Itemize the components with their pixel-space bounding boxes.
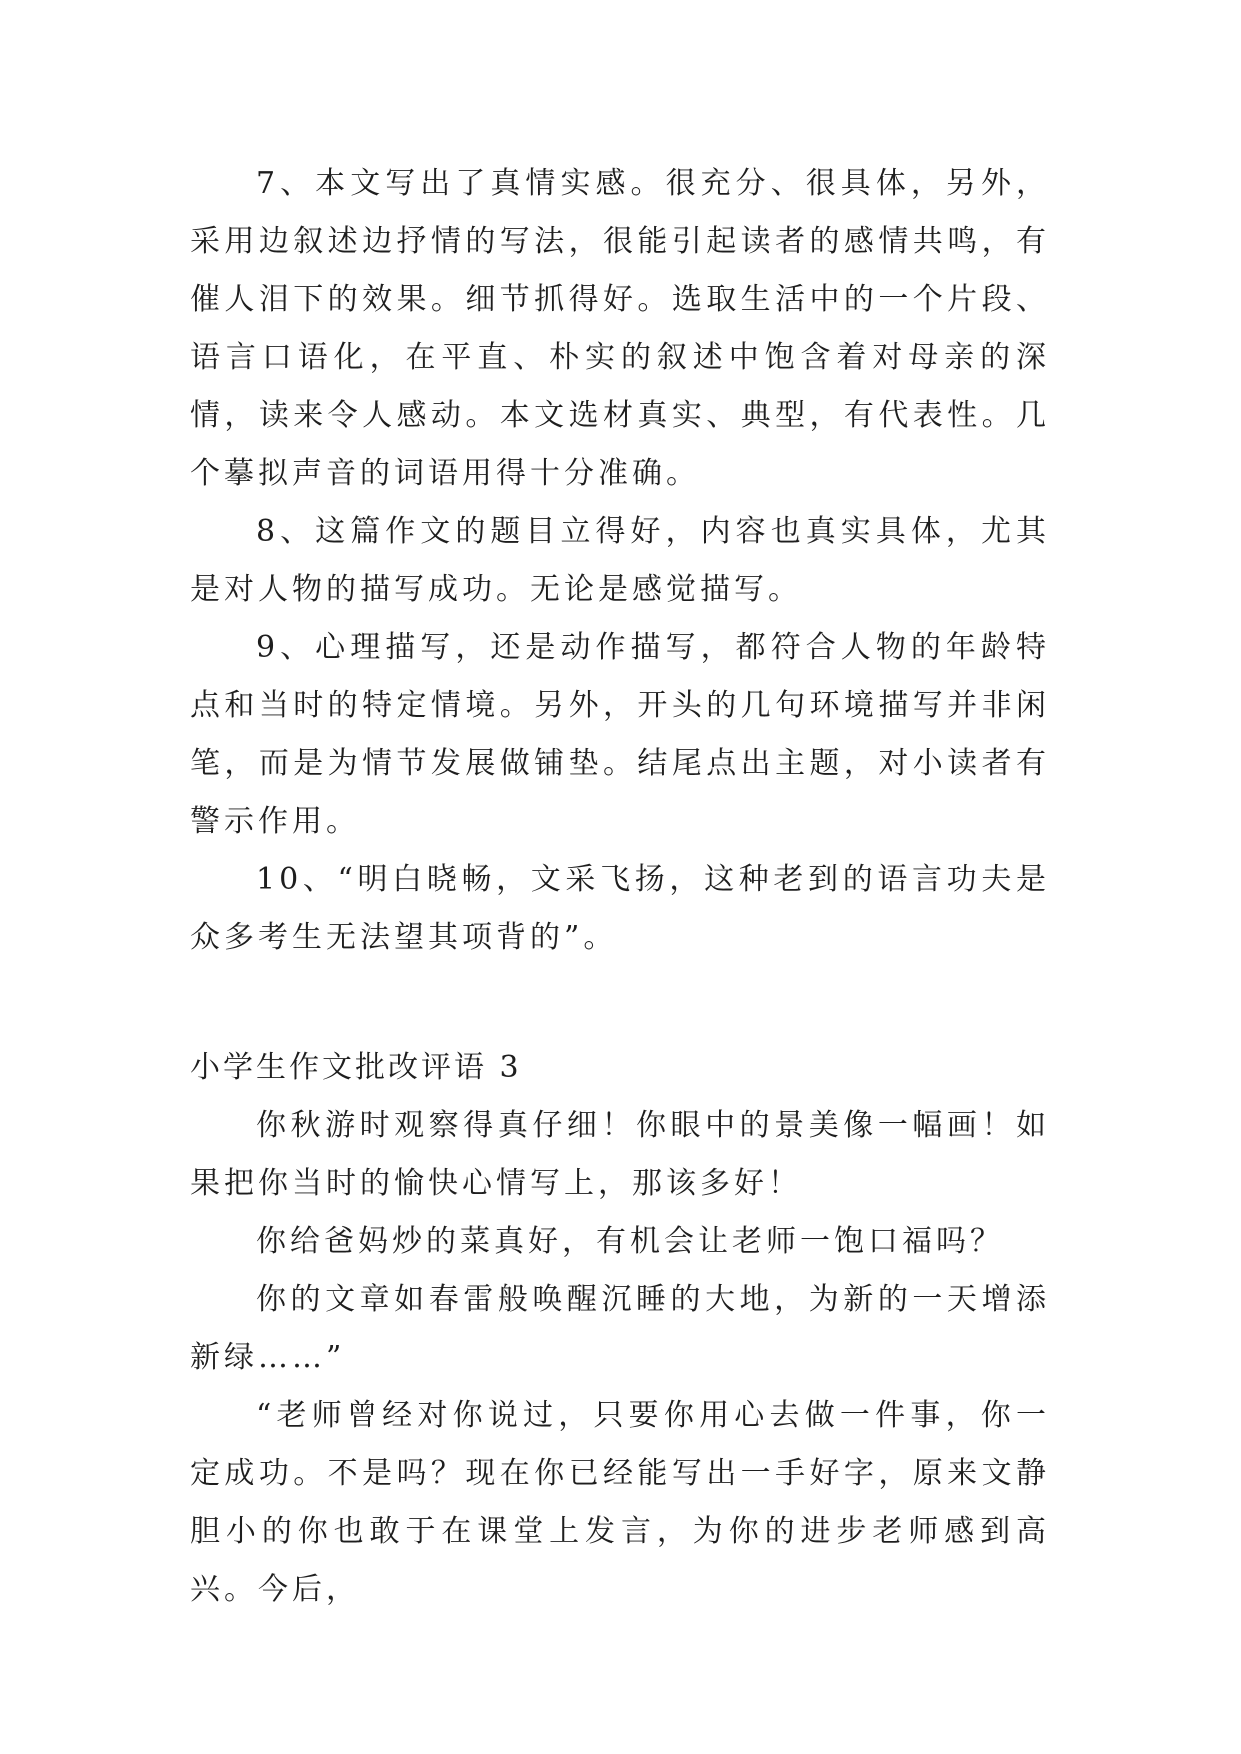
- paragraph-comment-8: 8、这篇作文的题目立得好，内容也真实具体，尤其是对人物的描写成功。无论是感觉描写。: [190, 514, 1050, 607]
- paragraph-spring-thunder: 你的文章如春雷般唤醒沉睡的大地，为新的一天增添新绿……”: [190, 1282, 1050, 1375]
- paragraph-comment-7: 7、本文写出了真情实感。很充分、很具体，另外，采用边叙述边抒情的写法，很能引起读者的感情共鸣，有催人泪下的效果。细节抓得好。选取生活中的一个片段、语言口语化，在平直、朴实的叙述中饱含着对母亲的深情，读来令人感动。本文选材真实、典型，有代表性。几个摹拟声音的词语用得十分准确。: [190, 166, 1050, 491]
- paragraph-autumn-trip: 你秋游时观察得真仔细！你眼中的景美像一幅画！如果把你当时的愉快心情写上，那该多好！: [190, 1108, 1050, 1201]
- document-body: [190, 155, 1050, 1619]
- paragraph-comment-10: 10、“明白晓畅，文采飞扬，这种老到的语言功夫是众多考生无法望其项背的”。: [190, 862, 1050, 955]
- paragraph-teacher-words: “老师曾经对你说过，只要你用心去做一件事，你一定成功。不是吗？现在你已经能写出一手好字，原来文静胆小的你也敢于在课堂上发言，为你的进步老师感到高兴。今后，: [190, 1398, 1050, 1607]
- section-heading: 小学生作文批改评语 3: [190, 1050, 522, 1085]
- paragraph-cooking: 你给爸妈炒的菜真好，有机会让老师一饱口福吗？: [256, 1224, 1004, 1259]
- paragraph-comment-9: 9、心理描写，还是动作描写，都符合人物的年龄特点和当时的特定情境。另外，开头的几句环境描写并非闲笔，而是为情节发展做铺垫。结尾点出主题，对小读者有警示作用。: [190, 630, 1050, 839]
